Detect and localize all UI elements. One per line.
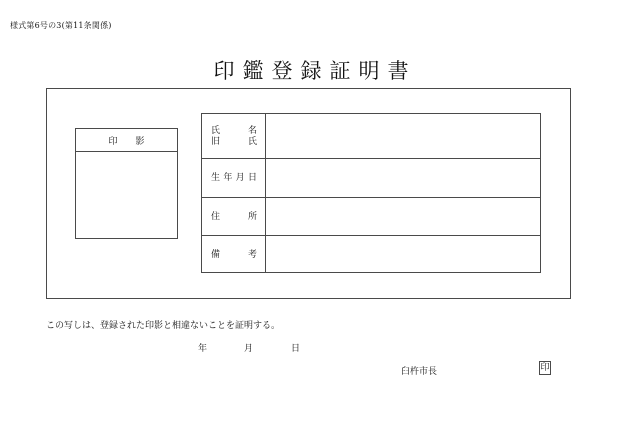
- certification-statement: この写しは、登録された印影と相違ないことを証明する。: [46, 321, 281, 331]
- seal-header-char-2: 影: [135, 136, 145, 147]
- birthdate-label-char-1: 生: [211, 173, 221, 183]
- birthdate-label: [211, 173, 257, 183]
- row-value-birthdate: [266, 159, 540, 197]
- name-label-line: [211, 126, 257, 137]
- name-label-char-1: 氏: [211, 126, 221, 136]
- address-label-char-2: 所: [247, 211, 257, 222]
- form-number: 様式第6号の3(第11条関係): [10, 21, 112, 30]
- seal-header-char-1: 印: [108, 136, 118, 147]
- name-label-stack: [211, 126, 257, 148]
- table-row-name: [202, 114, 540, 158]
- row-label-remarks: [202, 236, 266, 273]
- birthdate-label-char-3: 月: [235, 173, 245, 183]
- address-label: [211, 212, 257, 222]
- birthdate-label-char-2: 年: [223, 173, 233, 183]
- date-year-label: 年: [198, 344, 208, 354]
- issuer-title: 臼杵市長: [401, 367, 438, 377]
- former-surname-label-char-2: 氏: [247, 137, 257, 147]
- date-day-label: 日: [291, 344, 301, 354]
- address-label-char-1: 住: [211, 211, 221, 222]
- remarks-label: [211, 250, 257, 260]
- former-surname-label-line: [211, 137, 257, 148]
- remarks-label-char-2: 考: [247, 249, 257, 260]
- table-row-birthdate: [202, 158, 540, 197]
- row-value-remarks: [266, 236, 540, 273]
- birthdate-label-char-4: 日: [247, 173, 257, 183]
- row-label-birthdate: [202, 159, 266, 197]
- seal-impression-header: [76, 129, 177, 152]
- row-value-address: [266, 198, 540, 235]
- registrant-info-table: [201, 113, 541, 273]
- row-label-address: [202, 198, 266, 235]
- table-row-address: [202, 197, 540, 235]
- official-seal-mark: 印: [539, 361, 551, 375]
- row-label-name: [202, 114, 266, 158]
- former-surname-label-char-1: 旧: [211, 137, 221, 147]
- seal-impression-box: [75, 128, 178, 239]
- name-label-char-2: 名: [247, 126, 257, 136]
- date-month-label: 月: [244, 344, 254, 354]
- table-row-remarks: [202, 235, 540, 273]
- row-value-name: [266, 114, 540, 158]
- remarks-label-char-1: 備: [211, 249, 221, 260]
- document-title: 印鑑登録証明書: [213, 59, 417, 83]
